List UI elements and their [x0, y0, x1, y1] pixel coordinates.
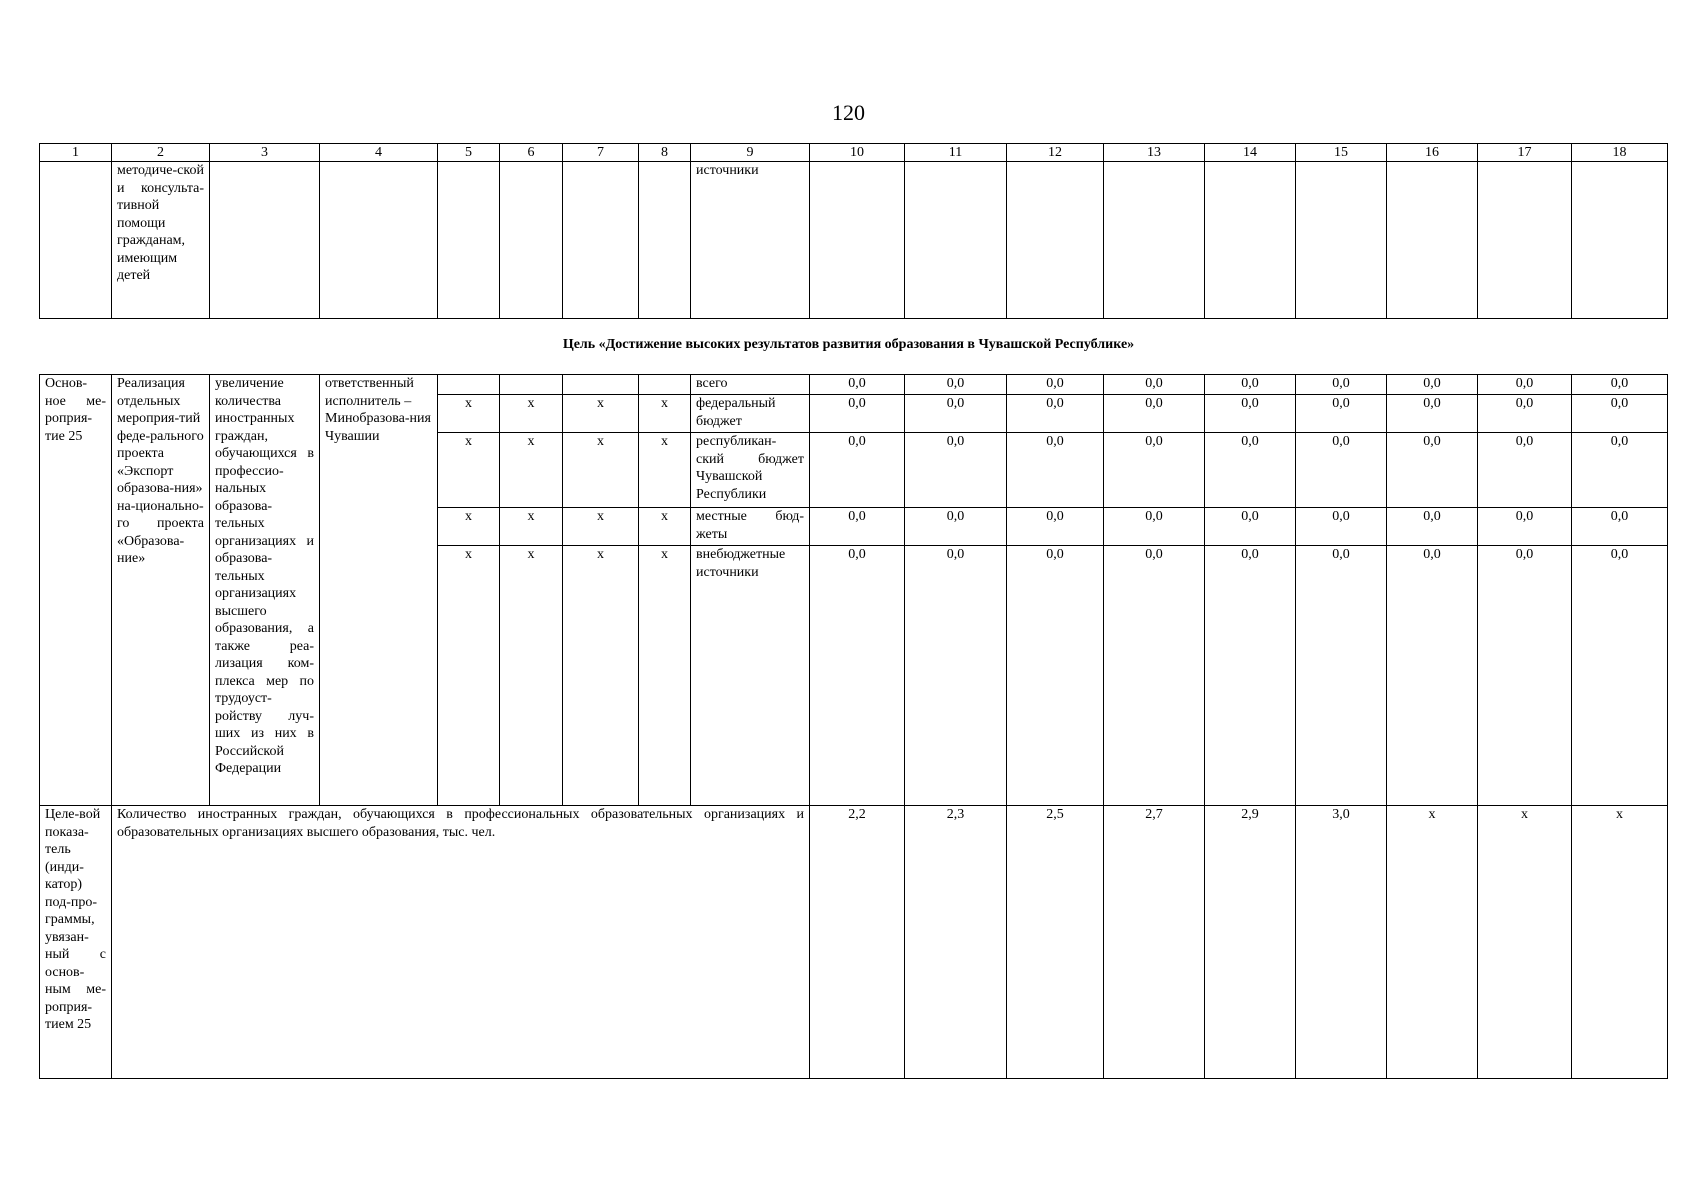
funding-source: местные бюд-жеты [691, 508, 810, 546]
column-number: 10 [810, 144, 905, 162]
code-cell: х [563, 433, 639, 508]
code-cell: х [563, 395, 639, 433]
code-cell: х [639, 395, 691, 433]
value-cell: 0,0 [1104, 508, 1205, 546]
value-cell: 0,0 [1205, 433, 1296, 508]
value-cell: 0,0 [1205, 395, 1296, 433]
column-number: 4 [320, 144, 438, 162]
page-number: 120 [832, 100, 865, 125]
funding-source: федеральный бюджет [691, 395, 810, 433]
value-cell: 0,0 [1572, 395, 1668, 433]
column-number: 15 [1296, 144, 1387, 162]
code-cell: х [563, 508, 639, 546]
value-cell: 0,0 [810, 395, 905, 433]
value-cell: 0,0 [905, 375, 1007, 395]
value-cell: 0,0 [1478, 508, 1572, 546]
value-cell: 0,0 [1007, 546, 1104, 806]
indicator-value: х [1478, 806, 1572, 1079]
table-row [40, 806, 1668, 1079]
column-number: 18 [1572, 144, 1668, 162]
value-cell: 0,0 [1205, 508, 1296, 546]
indicator-value: 2,5 [1007, 806, 1104, 1079]
goal-heading: Цель «Достижение высоких результатов развития образования в Чувашской Республике» [562, 337, 1135, 352]
value-cell: 0,0 [1296, 433, 1387, 508]
value-cell: 0,0 [1387, 395, 1478, 433]
value-cell: 0,0 [1205, 375, 1296, 395]
code-cell: х [639, 508, 691, 546]
column-number: 2 [112, 144, 210, 162]
column-number: 7 [563, 144, 639, 162]
code-cell: х [500, 395, 563, 433]
column-number: 1 [40, 144, 112, 162]
indicator-value: х [1572, 806, 1668, 1079]
indicator-value: х [1387, 806, 1478, 1079]
column-number: 14 [1205, 144, 1296, 162]
measure-type: Основ-ное ме-роприя-тие 25 [40, 375, 112, 806]
column-number: 6 [500, 144, 563, 162]
value-cell: 0,0 [905, 395, 1007, 433]
value-cell: 0,0 [1478, 546, 1572, 806]
value-cell: 0,0 [1104, 433, 1205, 508]
value-cell: 0,0 [1205, 546, 1296, 806]
indicator-value: 2,9 [1205, 806, 1296, 1079]
value-cell: 0,0 [1007, 395, 1104, 433]
column-number: 12 [1007, 144, 1104, 162]
value-cell: 0,0 [1387, 508, 1478, 546]
funding-source: республикан-ский бюджет Чувашской Республики [691, 433, 810, 508]
value-cell: 0,0 [1296, 375, 1387, 395]
column-number: 3 [210, 144, 320, 162]
value-cell: 0,0 [1478, 375, 1572, 395]
value-cell: 0,0 [1104, 546, 1205, 806]
value-cell: 0,0 [810, 433, 905, 508]
indicator-value: 2,3 [905, 806, 1007, 1079]
value-cell: 0,0 [1007, 433, 1104, 508]
funding-source: всего [691, 375, 810, 395]
column-number: 11 [905, 144, 1007, 162]
value-cell: 0,0 [1296, 546, 1387, 806]
column-number: 9 [691, 144, 810, 162]
code-cell: х [438, 395, 500, 433]
table-row [40, 375, 1668, 395]
column-number-row [40, 144, 1668, 162]
measure-name-continued: методиче-ской и консульта-тивной помощи гражданам, имеющим детей [112, 162, 210, 319]
value-cell: 0,0 [905, 546, 1007, 806]
value-cell: 0,0 [810, 508, 905, 546]
column-number: 5 [438, 144, 500, 162]
value-cell: 0,0 [1478, 395, 1572, 433]
value-cell: 0,0 [1387, 433, 1478, 508]
code-cell: х [639, 546, 691, 806]
code-cell: х [639, 433, 691, 508]
value-cell: 0,0 [1104, 375, 1205, 395]
funding-source: источники [691, 162, 810, 319]
code-cell: х [438, 433, 500, 508]
indicator-value: 2,2 [810, 806, 905, 1079]
value-cell: 0,0 [1478, 433, 1572, 508]
value-cell: 0,0 [1296, 508, 1387, 546]
value-cell: 0,0 [1572, 546, 1668, 806]
indicator-text: Количество иностранных граждан, обучающихся в профессиональных образовательных организациях и образовательных организациях высшего образования, тыс. чел. [112, 806, 810, 1079]
value-cell: 0,0 [1572, 375, 1668, 395]
code-cell: х [500, 508, 563, 546]
value-cell: 0,0 [1572, 508, 1668, 546]
column-number: 17 [1478, 144, 1572, 162]
value-cell: 0,0 [810, 375, 905, 395]
indicator-value: 2,7 [1104, 806, 1205, 1079]
measure-table [39, 374, 1668, 1079]
value-cell: 0,0 [1007, 508, 1104, 546]
column-number: 8 [639, 144, 691, 162]
code-cell: х [438, 508, 500, 546]
continued-table [39, 143, 1668, 319]
measure-name: Реализация отдельных мероприя-тий феде-рального проекта «Экспорт образова-ния» на-ционально-го проекта «Образова-ние» [112, 375, 210, 806]
value-cell: 0,0 [1296, 395, 1387, 433]
code-cell: х [500, 546, 563, 806]
funding-source: внебюджетные источники [691, 546, 810, 806]
value-cell: 0,0 [1387, 375, 1478, 395]
value-cell: 0,0 [905, 508, 1007, 546]
indicator-value: 3,0 [1296, 806, 1387, 1079]
code-cell: х [563, 546, 639, 806]
indicator-label: Целе-вой показа-тель (инди-катор) под-про-граммы, увязан-ный с основ-ным ме-роприя-тием 25 [40, 806, 112, 1079]
code-cell: х [438, 546, 500, 806]
measure-result: увеличение количества иностранных граждан, обучающихся в профессио-нальных образова-тельных организациях и образова-тельных организациях высшего образования, а также реа-лизация ком-плекса мер по трудоуст-ройству луч-ших из них в Российской Федерации [210, 375, 320, 806]
table-row [40, 162, 1668, 319]
value-cell: 0,0 [905, 433, 1007, 508]
column-number: 16 [1387, 144, 1478, 162]
column-number: 13 [1104, 144, 1205, 162]
code-cell: х [500, 433, 563, 508]
value-cell: 0,0 [1007, 375, 1104, 395]
value-cell: 0,0 [810, 546, 905, 806]
value-cell: 0,0 [1387, 546, 1478, 806]
value-cell: 0,0 [1572, 433, 1668, 508]
value-cell: 0,0 [1104, 395, 1205, 433]
responsible-executor: ответственный исполнитель – Минобразова-ния Чувашии [320, 375, 438, 806]
